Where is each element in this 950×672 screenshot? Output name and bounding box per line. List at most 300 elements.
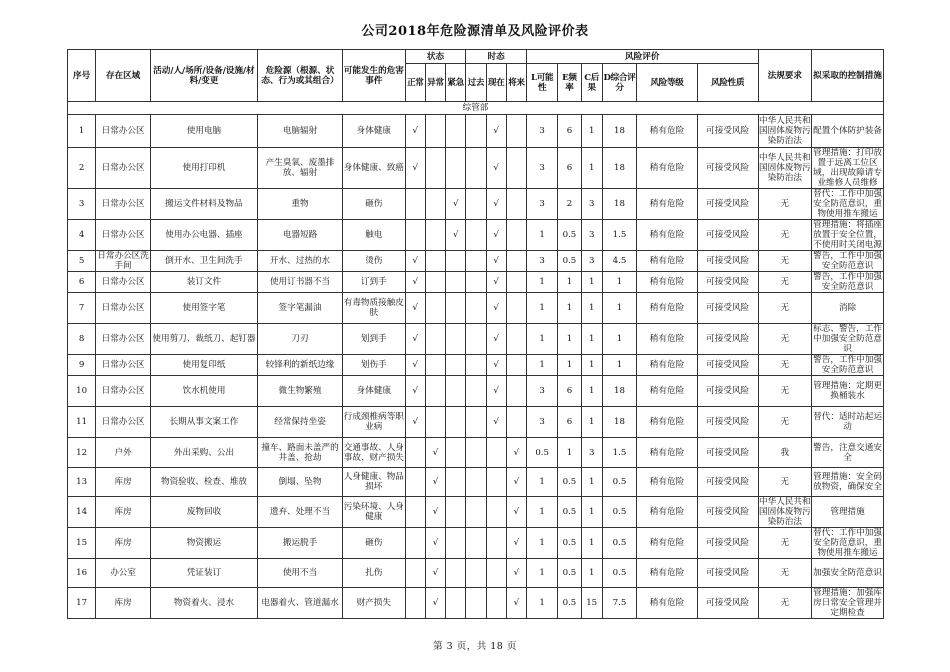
tense-past-cell bbox=[466, 559, 486, 588]
tense-future-cell bbox=[506, 115, 526, 148]
row-activity: 使用电脑 bbox=[150, 115, 257, 148]
header-event: 可能发生的危害事件 bbox=[342, 50, 405, 102]
row-activity: 废物回收 bbox=[150, 497, 257, 528]
control-cell: 替代：工作中加强安全防范意识，重物使用推车搬运 bbox=[813, 528, 882, 558]
row-no: 5 bbox=[68, 251, 96, 272]
row-no: 13 bbox=[68, 468, 96, 497]
state-normal-cell: √ bbox=[405, 148, 425, 189]
state-normal-cell: √ bbox=[405, 355, 425, 376]
header-level: 风险等级 bbox=[637, 64, 698, 102]
row-event: 划到手 bbox=[342, 324, 405, 355]
row-area: 日常办公区 bbox=[96, 293, 151, 324]
state-abnormal-cell: √ bbox=[425, 497, 445, 528]
row-no: 15 bbox=[68, 528, 96, 559]
state-abnormal-cell: √ bbox=[425, 438, 445, 468]
row-area: 日常办公区洗手间 bbox=[97, 251, 149, 271]
c-value: 1 bbox=[581, 324, 602, 355]
state-normal-cell bbox=[405, 438, 425, 468]
row-area: 日常办公区 bbox=[96, 220, 151, 251]
l-value: 0.5 bbox=[526, 438, 557, 468]
law-cell: 无 bbox=[758, 324, 812, 355]
row-activity: 倒开水、卫生间洗手 bbox=[150, 251, 257, 272]
row-hazard: 产生臭氧、废墨排放、辐射 bbox=[258, 148, 343, 189]
table-row bbox=[68, 189, 884, 220]
row-activity: 使用剪刀、裁纸刀、起钉器 bbox=[150, 324, 257, 355]
row-hazard: 较锋利的新纸边缘 bbox=[258, 355, 343, 376]
tense-present-cell bbox=[486, 438, 506, 468]
l-value: 3 bbox=[526, 251, 557, 272]
risk-nature: 可接受风险 bbox=[697, 528, 758, 559]
d-value: 0.5 bbox=[602, 497, 636, 528]
state-abnormal-cell bbox=[425, 407, 445, 438]
header-state-abnormal: 异常 bbox=[425, 64, 445, 102]
row-event: 人身健康、物品损坏 bbox=[342, 468, 405, 497]
e-value: 0.5 bbox=[558, 528, 581, 559]
tense-past-cell bbox=[466, 115, 486, 148]
risk-level: 稍有危险 bbox=[637, 468, 698, 497]
d-value: 1 bbox=[602, 272, 636, 293]
state-emergency-cell bbox=[446, 468, 466, 497]
row-event: 烫伤 bbox=[342, 251, 405, 272]
l-value: 1 bbox=[526, 468, 557, 497]
row-area: 日常办公区 bbox=[96, 115, 151, 148]
e-value: 6 bbox=[558, 148, 581, 189]
c-value: 1 bbox=[581, 468, 602, 497]
tense-past-cell bbox=[466, 528, 486, 559]
table-row bbox=[68, 588, 884, 619]
risk-nature: 可接受风险 bbox=[697, 115, 758, 148]
row-activity: 使用签字笔 bbox=[150, 293, 257, 324]
state-normal-cell bbox=[405, 220, 425, 251]
row-area: 库房 bbox=[96, 528, 151, 559]
tense-past-cell bbox=[466, 588, 486, 619]
risk-level: 稍有危险 bbox=[637, 355, 698, 376]
control-cell: 管理措施：将插座放置于安全位置，不使用时关闭电源 bbox=[813, 220, 882, 250]
c-value: 1 bbox=[581, 559, 602, 588]
row-area: 库房 bbox=[96, 588, 151, 619]
l-value: 3 bbox=[526, 115, 557, 148]
table-row bbox=[68, 220, 884, 251]
state-normal-cell bbox=[405, 588, 425, 619]
row-event: 砸伤 bbox=[342, 528, 405, 559]
header-e: E频率 bbox=[558, 64, 581, 102]
e-value: 6 bbox=[558, 376, 581, 407]
tense-future-cell: √ bbox=[506, 528, 526, 559]
row-event: 污染环境、人身健康 bbox=[342, 497, 405, 528]
tense-future-cell bbox=[506, 251, 526, 272]
law-cell: 无 bbox=[758, 588, 812, 619]
e-value: 0.5 bbox=[558, 468, 581, 497]
tense-future-cell: √ bbox=[506, 497, 526, 528]
risk-level: 稍有危险 bbox=[637, 148, 698, 189]
d-value: 18 bbox=[602, 376, 636, 407]
row-no: 6 bbox=[68, 272, 96, 293]
row-activity: 使用办公电器、插座 bbox=[150, 220, 257, 251]
header-d: D综合评分 bbox=[602, 64, 636, 102]
risk-level: 稍有危险 bbox=[637, 528, 698, 559]
header-area: 存在区域 bbox=[96, 50, 151, 102]
row-activity: 搬运文件材料及物品 bbox=[150, 189, 257, 220]
risk-nature: 可接受风险 bbox=[697, 376, 758, 407]
state-emergency-cell: √ bbox=[446, 189, 466, 220]
risk-level: 稍有危险 bbox=[637, 559, 698, 588]
row-event: 身体健康 bbox=[342, 376, 405, 407]
state-normal-cell bbox=[405, 497, 425, 528]
law-cell: 无 bbox=[758, 272, 812, 293]
risk-nature: 可接受风险 bbox=[697, 407, 758, 438]
state-emergency-cell bbox=[446, 376, 466, 407]
e-value: 0.5 bbox=[558, 588, 581, 619]
c-value: 1 bbox=[581, 293, 602, 324]
row-no: 1 bbox=[68, 115, 96, 148]
control-cell: 管理措施：加强库房日常安全管理并定期检查 bbox=[813, 588, 882, 618]
tense-present-cell: √ bbox=[486, 251, 506, 272]
control-cell: 警告，工作中加强安全防范意识 bbox=[813, 251, 882, 271]
risk-level: 稍有危险 bbox=[637, 376, 698, 407]
c-value: 1 bbox=[581, 272, 602, 293]
row-hazard: 使用订书器不当 bbox=[258, 272, 343, 293]
row-hazard: 签字笔漏油 bbox=[258, 293, 343, 324]
tense-present-cell: √ bbox=[486, 293, 506, 324]
tense-past-cell bbox=[466, 407, 486, 438]
tense-past-cell bbox=[466, 272, 486, 293]
header-state-emergency: 紧急 bbox=[446, 64, 466, 102]
tense-present-cell: √ bbox=[486, 115, 506, 148]
d-value: 1 bbox=[602, 293, 636, 324]
e-value: 0.5 bbox=[558, 559, 581, 588]
law-cell: 中华人民共和国固体废物污染防治法 bbox=[759, 497, 811, 527]
risk-level: 稍有危险 bbox=[637, 220, 698, 251]
state-emergency-cell bbox=[446, 438, 466, 468]
tense-present-cell: √ bbox=[486, 189, 506, 220]
l-value: 3 bbox=[526, 376, 557, 407]
tense-present-cell: √ bbox=[486, 272, 506, 293]
d-value: 1 bbox=[602, 355, 636, 376]
table-row bbox=[68, 376, 884, 407]
row-no: 4 bbox=[68, 220, 96, 251]
state-emergency-cell bbox=[446, 324, 466, 355]
e-value: 1 bbox=[558, 324, 581, 355]
row-event: 财产损失 bbox=[342, 588, 405, 619]
row-event: 有毒物质接触皮肤 bbox=[342, 293, 405, 324]
control-cell: 加强安全防范意识 bbox=[812, 559, 884, 588]
law-cell: 中华人民共和国固体废物污染防治法 bbox=[758, 148, 812, 189]
table-row bbox=[68, 497, 884, 528]
state-emergency-cell bbox=[446, 497, 466, 528]
d-value: 1 bbox=[602, 324, 636, 355]
c-value: 1 bbox=[581, 376, 602, 407]
d-value: 18 bbox=[602, 148, 636, 189]
risk-level: 稍有危险 bbox=[637, 497, 698, 528]
tense-future-cell bbox=[506, 148, 526, 189]
tense-future-cell: √ bbox=[506, 559, 526, 588]
row-area: 日常办公区 bbox=[96, 407, 151, 438]
l-value: 1 bbox=[526, 272, 557, 293]
law-cell: 无 bbox=[758, 220, 812, 251]
header-tense: 时态 bbox=[466, 50, 527, 64]
tense-past-cell bbox=[466, 293, 486, 324]
header-no: 序号 bbox=[68, 50, 96, 102]
control-cell: 管理措施：定期更换桶装水 bbox=[812, 376, 884, 407]
c-value: 3 bbox=[581, 220, 602, 251]
risk-nature: 可接受风险 bbox=[697, 251, 758, 272]
tense-present-cell: √ bbox=[486, 376, 506, 407]
tense-future-cell bbox=[506, 220, 526, 251]
state-normal-cell: √ bbox=[405, 115, 425, 148]
l-value: 3 bbox=[526, 407, 557, 438]
control-cell: 管理措施：安全码放物资，确保安全 bbox=[812, 468, 884, 497]
row-event: 触电 bbox=[342, 220, 405, 251]
department-row: 综管部 bbox=[68, 102, 884, 115]
row-hazard: 倒塌、坠物 bbox=[258, 468, 343, 497]
c-value: 1 bbox=[581, 497, 602, 528]
row-area: 日常办公区 bbox=[96, 148, 151, 189]
risk-nature: 可接受风险 bbox=[697, 588, 758, 619]
tense-future-cell bbox=[506, 376, 526, 407]
risk-nature: 可接受风险 bbox=[697, 293, 758, 324]
control-cell: 替代：适时站起运动 bbox=[812, 407, 884, 438]
state-abnormal-cell bbox=[425, 189, 445, 220]
tense-future-cell bbox=[506, 272, 526, 293]
row-activity: 物资着火、浸水 bbox=[150, 588, 257, 619]
tense-past-cell bbox=[466, 220, 486, 251]
state-normal-cell bbox=[405, 468, 425, 497]
row-area: 日常办公区 bbox=[96, 376, 151, 407]
state-emergency-cell bbox=[446, 148, 466, 189]
row-activity: 凭证装订 bbox=[150, 559, 257, 588]
e-value: 6 bbox=[558, 115, 581, 148]
l-value: 3 bbox=[526, 189, 557, 220]
table-row bbox=[68, 559, 884, 588]
state-abnormal-cell bbox=[425, 272, 445, 293]
row-event: 身体健康 bbox=[342, 115, 405, 148]
header-nature: 风险性质 bbox=[697, 64, 758, 102]
state-normal-cell bbox=[405, 189, 425, 220]
law-cell: 无 bbox=[758, 528, 812, 559]
tense-present-cell: √ bbox=[486, 148, 506, 189]
state-emergency-cell bbox=[446, 355, 466, 376]
law-cell: 无 bbox=[758, 293, 812, 324]
law-cell: 无 bbox=[758, 468, 812, 497]
tense-future-cell: √ bbox=[506, 588, 526, 619]
row-hazard: 重物 bbox=[258, 189, 343, 220]
e-value: 6 bbox=[558, 407, 581, 438]
header-l: L可能性 bbox=[526, 64, 557, 102]
header-law: 法规要求 bbox=[758, 50, 812, 102]
row-activity: 使用复印纸 bbox=[150, 355, 257, 376]
row-area: 库房 bbox=[96, 468, 151, 497]
table-row bbox=[68, 528, 884, 559]
tense-future-cell bbox=[506, 293, 526, 324]
row-area: 日常办公区 bbox=[96, 272, 151, 293]
state-normal-cell: √ bbox=[405, 272, 425, 293]
law-cell: 我 bbox=[758, 438, 812, 468]
risk-level: 稍有危险 bbox=[637, 293, 698, 324]
tense-past-cell bbox=[466, 251, 486, 272]
state-emergency-cell bbox=[446, 251, 466, 272]
law-cell: 无 bbox=[758, 407, 812, 438]
row-no: 10 bbox=[68, 376, 96, 407]
l-value: 1 bbox=[526, 528, 557, 559]
e-value: 1 bbox=[558, 438, 581, 468]
l-value: 1 bbox=[526, 497, 557, 528]
row-no: 7 bbox=[68, 293, 96, 324]
row-area: 库房 bbox=[96, 497, 151, 528]
tense-future-cell bbox=[506, 407, 526, 438]
l-value: 1 bbox=[526, 324, 557, 355]
e-value: 0.5 bbox=[558, 220, 581, 251]
row-no: 16 bbox=[68, 559, 96, 588]
row-event: 划伤手 bbox=[342, 355, 405, 376]
table-row bbox=[68, 251, 884, 272]
c-value: 15 bbox=[581, 588, 602, 619]
row-hazard: 电器短路 bbox=[258, 220, 343, 251]
row-activity: 物资验收、检查、堆放 bbox=[150, 468, 257, 497]
l-value: 1 bbox=[526, 559, 557, 588]
c-value: 3 bbox=[581, 189, 602, 220]
state-abnormal-cell bbox=[425, 376, 445, 407]
l-value: 1 bbox=[526, 588, 557, 619]
d-value: 1.5 bbox=[602, 220, 636, 251]
control-cell: 管理措施 bbox=[812, 497, 884, 528]
row-hazard: 撞车、路面未盖严的井盖、抢劫 bbox=[258, 438, 343, 468]
e-value: 2 bbox=[558, 189, 581, 220]
state-abnormal-cell: √ bbox=[425, 588, 445, 619]
row-event: 行成颈椎病等职业病 bbox=[342, 407, 405, 438]
row-hazard: 电脑辐射 bbox=[258, 115, 343, 148]
table-row bbox=[68, 324, 884, 355]
control-cell: 管理措施：打印放置于远离工位区域，出现故障请专业维修人员维修 bbox=[813, 148, 882, 188]
state-abnormal-cell bbox=[425, 220, 445, 251]
risk-nature: 可接受风险 bbox=[697, 468, 758, 497]
row-event: 订到手 bbox=[342, 272, 405, 293]
tense-past-cell bbox=[466, 324, 486, 355]
l-value: 3 bbox=[526, 148, 557, 189]
row-event: 身体健康、致癌 bbox=[342, 148, 405, 189]
state-abnormal-cell bbox=[425, 324, 445, 355]
row-area: 日常办公区 bbox=[96, 189, 151, 220]
table-row bbox=[68, 272, 884, 293]
tense-future-cell: √ bbox=[506, 438, 526, 468]
header-hazard: 危险源（根源、状态、行为或其组合） bbox=[258, 50, 343, 102]
e-value: 1 bbox=[558, 272, 581, 293]
row-no: 14 bbox=[68, 497, 96, 528]
tense-future-cell bbox=[506, 189, 526, 220]
row-activity: 使用打印机 bbox=[150, 148, 257, 189]
control-cell: 消除 bbox=[812, 293, 884, 324]
control-cell: 替代：工作中加强安全防范意识，重物使用推车搬运 bbox=[813, 189, 882, 219]
state-emergency-cell bbox=[446, 272, 466, 293]
c-value: 1 bbox=[581, 528, 602, 559]
risk-nature: 可接受风险 bbox=[697, 497, 758, 528]
risk-level: 稍有危险 bbox=[637, 324, 698, 355]
row-no: 12 bbox=[68, 438, 96, 468]
header-state-normal: 正常 bbox=[405, 64, 425, 102]
row-event: 交通事故、人身事故、财产损失 bbox=[342, 438, 405, 468]
tense-future-cell bbox=[506, 324, 526, 355]
d-value: 1.5 bbox=[602, 438, 636, 468]
header-risk-eval: 风险评价 bbox=[526, 50, 758, 64]
tense-past-cell bbox=[466, 497, 486, 528]
row-event: 砸伤 bbox=[342, 189, 405, 220]
c-value: 3 bbox=[581, 251, 602, 272]
state-normal-cell: √ bbox=[405, 251, 425, 272]
d-value: 0.5 bbox=[602, 468, 636, 497]
tense-present-cell bbox=[486, 497, 506, 528]
row-activity: 装订文件 bbox=[150, 272, 257, 293]
tense-past-cell bbox=[466, 189, 486, 220]
header-tense-past: 过去 bbox=[466, 64, 486, 102]
table-row bbox=[68, 148, 884, 189]
tense-past-cell bbox=[466, 376, 486, 407]
tense-present-cell bbox=[486, 588, 506, 619]
d-value: 4.5 bbox=[602, 251, 636, 272]
state-emergency-cell bbox=[446, 407, 466, 438]
tense-present-cell bbox=[486, 559, 506, 588]
page-title: 公司2018年危险源清单及风险评价表 bbox=[361, 24, 589, 39]
state-abnormal-cell bbox=[425, 115, 445, 148]
tense-present-cell: √ bbox=[486, 220, 506, 251]
tense-present-cell bbox=[486, 468, 506, 497]
state-abnormal-cell bbox=[425, 148, 445, 189]
row-no: 3 bbox=[68, 189, 96, 220]
d-value: 0.5 bbox=[602, 528, 636, 559]
risk-level: 稍有危险 bbox=[637, 251, 698, 272]
row-area: 户外 bbox=[96, 438, 151, 468]
c-value: 1 bbox=[581, 115, 602, 148]
row-no: 9 bbox=[68, 355, 96, 376]
law-cell: 无 bbox=[758, 251, 812, 272]
row-no: 8 bbox=[68, 324, 96, 355]
row-activity: 物资搬运 bbox=[150, 528, 257, 559]
tense-future-cell: √ bbox=[506, 468, 526, 497]
state-normal-cell: √ bbox=[405, 407, 425, 438]
table-row bbox=[68, 438, 884, 468]
header-tense-future: 将来 bbox=[506, 64, 526, 102]
c-value: 1 bbox=[581, 148, 602, 189]
row-activity: 外出采购、公出 bbox=[150, 438, 257, 468]
d-value: 18 bbox=[602, 189, 636, 220]
tense-present-cell: √ bbox=[486, 324, 506, 355]
law-cell: 无 bbox=[758, 355, 812, 376]
tense-present-cell: √ bbox=[486, 355, 506, 376]
risk-nature: 可接受风险 bbox=[697, 355, 758, 376]
d-value: 7.5 bbox=[602, 588, 636, 619]
state-emergency-cell bbox=[446, 293, 466, 324]
state-emergency-cell: √ bbox=[446, 220, 466, 251]
state-abnormal-cell: √ bbox=[425, 559, 445, 588]
row-activity: 长期从事文案工作 bbox=[150, 407, 257, 438]
c-value: 1 bbox=[581, 407, 602, 438]
table-row bbox=[68, 468, 884, 497]
d-value: 18 bbox=[602, 407, 636, 438]
tense-future-cell bbox=[506, 355, 526, 376]
state-abnormal-cell: √ bbox=[425, 528, 445, 559]
header-c: C后果 bbox=[581, 64, 602, 102]
row-activity: 饮水机使用 bbox=[150, 376, 257, 407]
table-row bbox=[68, 293, 884, 324]
control-cell: 警告，工作中加强安全防范意识 bbox=[813, 272, 882, 292]
row-no: 17 bbox=[68, 588, 96, 619]
tense-past-cell bbox=[466, 355, 486, 376]
row-area: 日常办公区 bbox=[96, 324, 151, 355]
table-row bbox=[68, 355, 884, 376]
row-no: 11 bbox=[68, 407, 96, 438]
page-footer: 第 3 页，共 18 页 bbox=[433, 641, 517, 652]
risk-nature: 可接受风险 bbox=[697, 438, 758, 468]
law-cell: 无 bbox=[758, 376, 812, 407]
state-normal-cell: √ bbox=[405, 376, 425, 407]
